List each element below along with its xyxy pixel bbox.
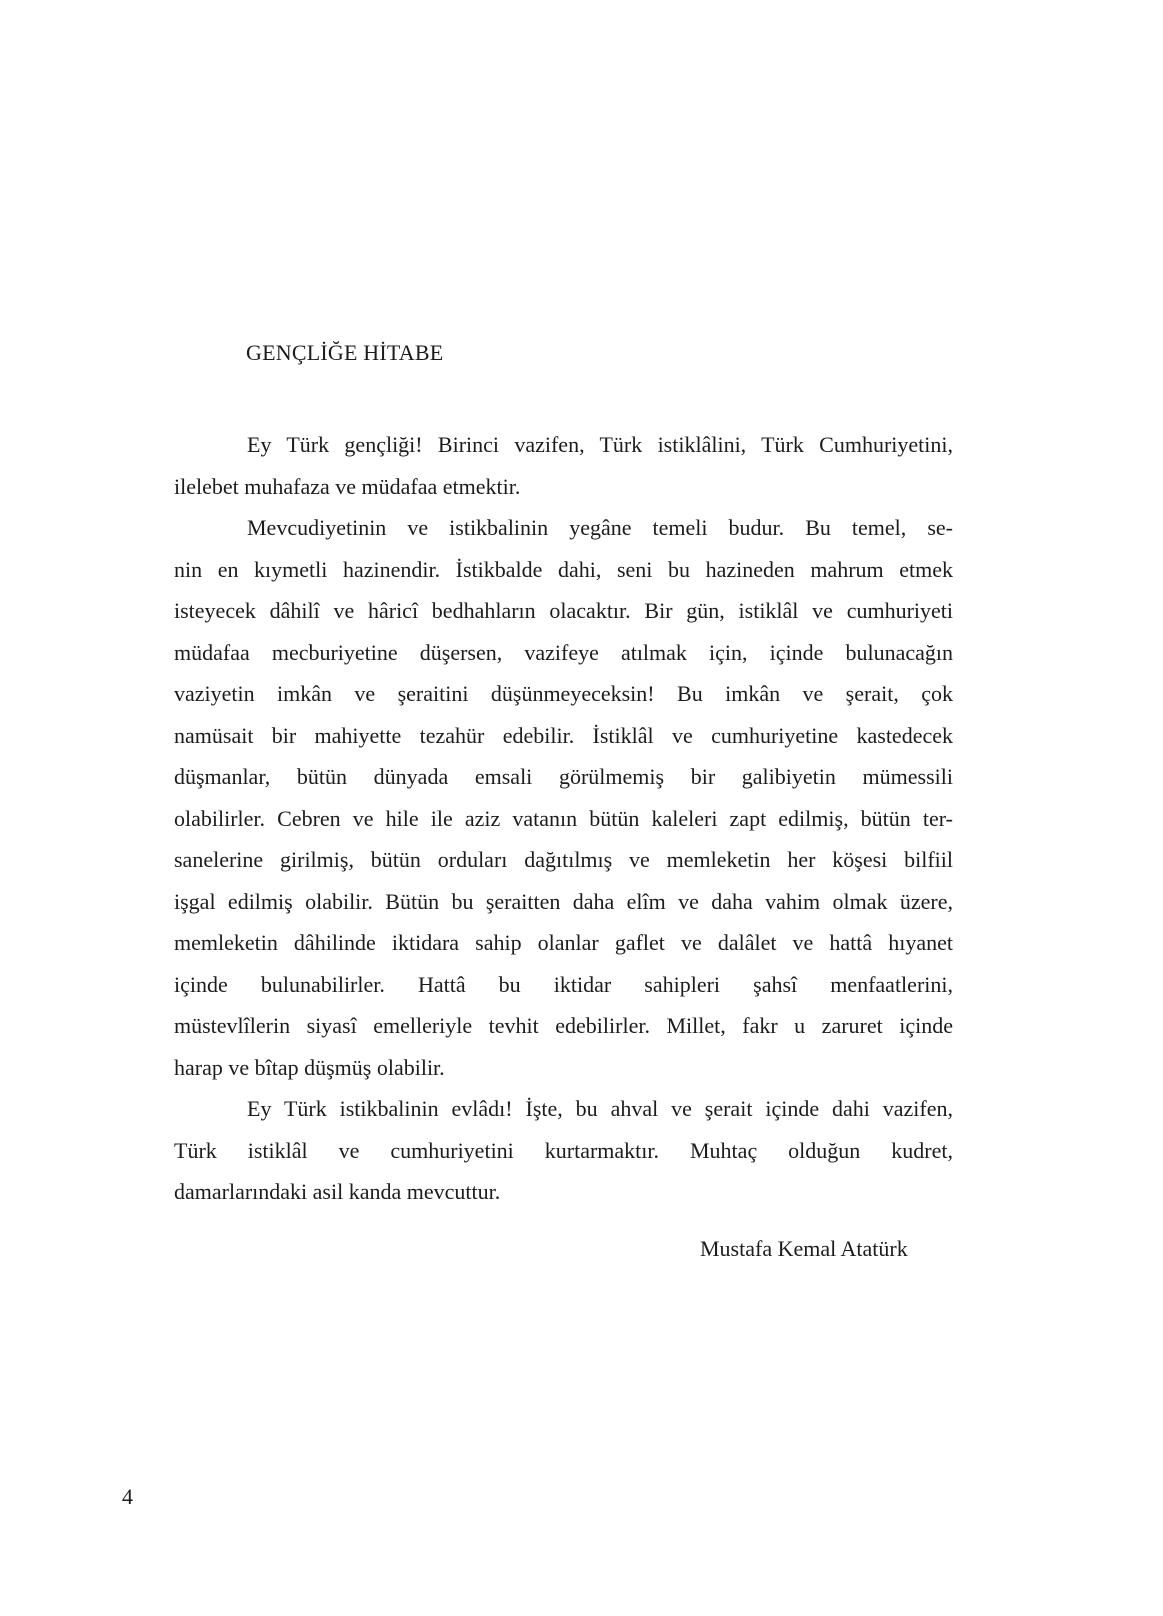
- text-line: damarlarındaki asil kanda mevcuttur.: [174, 1179, 501, 1204]
- text-line: olabilirler. Cebren ve hile ile aziz vatanın bütün kaleleri zapt edilmiş, bütün ter-: [174, 805, 953, 831]
- text-line: nin en kıymetli hazinendir. İstikbalde dahi, seni bu hazineden mahrum etmek: [174, 556, 953, 582]
- text-line: memleketin dâhilinde iktidara sahip olanlar gaflet ve dalâlet ve hattâ hıyanet: [174, 930, 953, 955]
- text-line: müstevlîlerin siyasî emelleriyle tevhit edebilirler. Millet, fakr u zaruret içinde: [174, 1013, 953, 1038]
- text-line: düşmanlar, bütün dünyada emsali görülmemiş bir galibiyetin mümessili: [174, 764, 953, 789]
- page-title: GENÇLİĞE HİTABE: [246, 340, 444, 365]
- text-line: Ey Türk istikbalinin evlâdı! İşte, bu ahval ve şerait içinde dahi vazifen,: [247, 1096, 953, 1121]
- text-line: işgal edilmiş olabilir. Bütün bu şeraitten daha elîm ve daha vahim olmak üzere,: [174, 888, 953, 914]
- text-line: sanelerine girilmiş, bütün orduları dağıtılmış ve memleketin her köşesi bilfiil: [174, 847, 953, 872]
- text-line: Türk istiklâl ve cumhuriyetini kurtarmaktır. Muhtaç olduğun kudret,: [174, 1137, 953, 1163]
- paragraph-2: [174, 507, 953, 1088]
- text-line: harap ve bîtap düşmüş olabilir.: [174, 1054, 445, 1080]
- text-line: isteyecek dâhilî ve hâricî bedhahların olacaktır. Bir gün, istiklâl ve cumhuriyeti: [174, 598, 953, 623]
- text-line: namüsait bir mahiyette tezahür edebilir. İstiklâl ve cumhuriyetine kastedecek: [174, 722, 953, 748]
- page-number: 4: [122, 1484, 133, 1509]
- text-line: müdafaa mecburiyetine düşersen, vazifeye atılmak için, içinde bulunacağın: [174, 639, 953, 665]
- signature: Mustafa Kemal Atatürk: [700, 1236, 908, 1261]
- text-line: Mevcudiyetinin ve istikbalinin yegâne temeli budur. Bu temel, se-: [247, 515, 953, 540]
- text-line: ilelebet muhafaza ve müdafaa etmektir.: [174, 473, 521, 499]
- body-text: [174, 424, 953, 1213]
- text-line: vaziyetin imkân ve şeraitini düşünmeyeceksin! Bu imkân ve şerait, çok: [174, 681, 953, 706]
- text-line: içinde bulunabilirler. Hattâ bu iktidar sahipleri şahsî menfaatlerini,: [174, 971, 953, 997]
- paragraph-3: [174, 1088, 953, 1213]
- paragraph-1: [174, 424, 953, 507]
- text-line: Ey Türk gençliği! Birinci vazifen, Türk istiklâlini, Türk Cumhuriyetini,: [247, 432, 953, 457]
